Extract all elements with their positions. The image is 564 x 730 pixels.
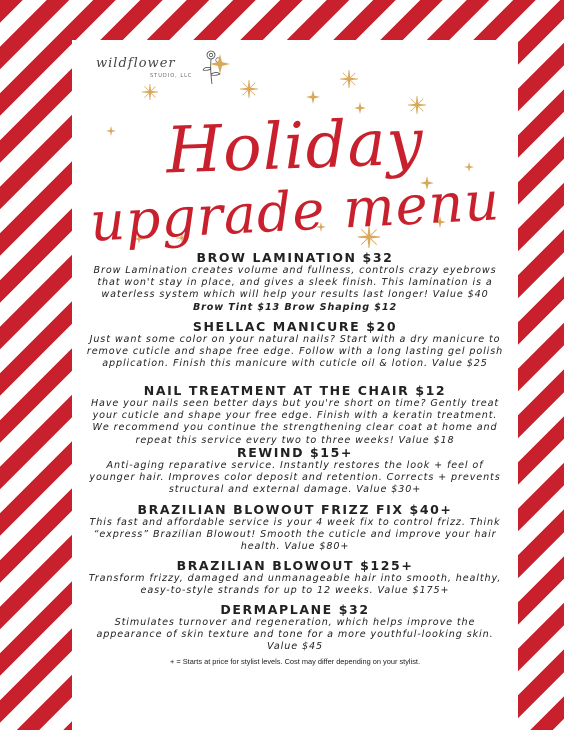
service-heading: BRAZILIAN BLOWOUT FRIZZ FIX $40+: [137, 502, 453, 517]
menu-card: [72, 40, 518, 730]
star-icon: [340, 70, 358, 88]
service-heading: BROW LAMINATION $32: [196, 250, 394, 265]
service-body: Just want some color on your natural nails? Start with a dry manicure to remove cuticle and shape free edge. Follow with a long lasting gel polish application. Finish this manicure with cuticle oil & lotion. Value $25: [86, 334, 504, 370]
service-body: This fast and affordable service is your 4 week fix to control frizz. Think “express” Brazilian Blowout! Smooth the cuticle and improve your hair health. Value $80+: [89, 517, 501, 553]
service-body: Anti-aging reparative service. Instantly restores the look + feel of younger hair. Improves color deposit and retention. Corrects + prevents structural and external damage. Value $30+: [89, 460, 501, 496]
service-body: Brow Lamination creates volume and fullness, controls crazy eyebrows that won't stay in place, and gives a sleek finish. This lamination is a waterless system which will help your results last longer! Value $40: [93, 265, 497, 301]
title-holiday: Holiday: [165, 105, 425, 189]
star-icon: [306, 90, 320, 104]
service-dermaplane: [72, 602, 518, 654]
service-body: Stimulates turnover and regeneration, which helps improve the appearance of skin texture and tone for a more youthful-looking skin. Value $45: [96, 617, 494, 653]
star-icon: [142, 84, 158, 100]
service-heading: BRAZILIAN BLOWOUT $125+: [176, 558, 414, 573]
service-body: Transform frizzy, damaged and unmanageable hair into smooth, healthy, easy-to-style strands for up to 12 weeks. Value $175+: [88, 573, 502, 597]
service-heading: REWIND $15+: [237, 445, 353, 460]
service-heading: DERMAPLANE $32: [220, 602, 370, 617]
service-extra: Brow Tint $13 Brow Shaping $12: [192, 301, 398, 313]
service-nail-treatment: [72, 383, 518, 447]
service-brow-lamination: [72, 250, 518, 314]
service-brazilian-blowout: [72, 558, 518, 597]
star-icon: [210, 54, 230, 74]
logo: [86, 46, 226, 84]
title-upgrade-menu: upgrade menu: [88, 169, 502, 254]
service-rewind: [72, 445, 518, 497]
service-heading: SHELLAC MANICURE $20: [192, 319, 398, 334]
star-icon: [240, 80, 258, 98]
service-shellac-manicure: [72, 319, 518, 371]
logo-subtitle: STUDIO, LLC: [150, 73, 193, 79]
service-brazilian-blowout-frizz-fix: [72, 502, 518, 554]
service-description: [85, 265, 505, 314]
service-body: Have your nails seen better days but you're short on time? Gently treat your cuticle and shape your free edge. Finish with a keratin treatment. We recommend you continue the strengthening clear coat at home and repeat this service every two to three weeks! Value $18: [90, 398, 500, 446]
footnote: + = Starts at price for stylist levels. Cost may differ depending on your stylist.: [169, 657, 421, 666]
logo-name: wildflower: [96, 56, 176, 71]
service-heading: NAIL TREATMENT AT THE CHAIR $12: [143, 383, 447, 398]
